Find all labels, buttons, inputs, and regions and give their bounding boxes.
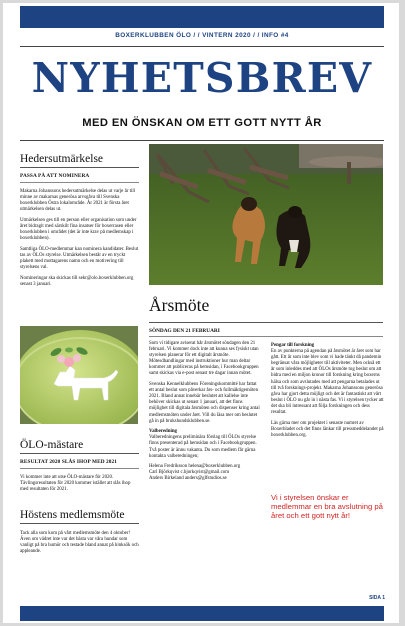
hostens-section bbox=[20, 509, 139, 560]
section-body bbox=[20, 189, 139, 288]
top-banner-bar bbox=[20, 6, 384, 28]
arsmote-date: SÖNDAG DEN 21 FEBRUARI bbox=[149, 328, 220, 334]
arsmote-heading: Årsmöte bbox=[149, 295, 210, 315]
paragraph: En av punkterna på agendan på årsmötet är året som har gått. Ett år som inte blev som vi hade tänkt då pandemin begränsat våra möjligheter till aktiviteter. Men också ett år som inleddes med att ÖLOs årsmöte tog beslut om att bidra med en miljon kronor till forskning kring boxerns hälsa och som avslutades med att pengarna betalades ut till två forsknings-projekt. Makarna Johanssons generösa gåva har gjort detta möjligt och det är fantastiskt att vårt beslut i ÖLO nu går in i nästa fas. Vi i styrelsen tycker att det ska bli intressant att följa forskningen och dess resultat. bbox=[271, 349, 384, 416]
divider bbox=[149, 336, 383, 337]
paragraph: Svenska Kennelklubbens Föreningskommitté har fattat ett antal beslut som påverkar års- och fullmäktigemöten 2021. Bland annat innebär beslutet att kallelse inte behöver skickas ut senast 1 januari, att det finns möjlighet till digitala årsmöten och dispenser kring antal medlemsmöten under året. Vill du läsa mer om beslutet gå in på brukshundsklubben.se. bbox=[149, 382, 260, 424]
newsletter-page bbox=[3, 3, 399, 623]
paragraph: Samtliga ÖLO-medlemmar kan nominera kandidater. Beslut tas av ÖLOs styrelse. Utmärkelsen består av en tryckt plakett med mottagarens namn och en motivering till styrelsens val. bbox=[20, 246, 139, 271]
masthead-title: NYHETSBREV bbox=[31, 54, 373, 102]
paragraph: Makarna Johanssons hedersutmärkelse delas ut varje år till minne av makarnas generösa arvsgåva till Svenska boxerklubben Östra lokalområde. År 2021 är första året utmärkelsen delas ut. bbox=[20, 189, 136, 213]
divider bbox=[149, 322, 383, 323]
arsmote-column-1 bbox=[149, 341, 262, 487]
section-body bbox=[20, 531, 139, 555]
hedersutmarkelse-section bbox=[20, 153, 139, 292]
divider bbox=[20, 46, 384, 47]
paragraph: Som vi tidigare aviserat hår årsmötet söndagen den 21 februari. Vi kommer dock inte att kunna ses fysiskt utan styrelsen planerar för ett digitalt årsmöte. Mötesdhandlingar med instruktioner hur man deltar kommer att publiceras på hemsidan, i Facebookgruppen samt skickas via e-post senast tre dagar innan mötet. bbox=[149, 341, 259, 377]
paragraph: Nomineringar ska skickas till sekr@olo.boxerklubben.org senast 3 januari. bbox=[20, 275, 134, 287]
paragraph: Vi kommer inte att utse ÖLO-mästare för 2020. Tävlingsresultaten för 2020 kommer istället att slås ihop med resultaten för 2021. bbox=[20, 475, 131, 493]
divider bbox=[20, 140, 384, 141]
section-kicker: PASSA PÅ ATT NOMINERA bbox=[20, 173, 139, 183]
masthead-subtitle: MED EN ÖNSKAN OM ETT GOTT NYTT ÅR bbox=[82, 117, 322, 129]
cake-photo bbox=[20, 326, 138, 424]
issue-line: BOXERKLUBBEN ÖLO / / VINTERN 2020 / / INFO #4 bbox=[115, 32, 289, 39]
section-heading: ÖLO-mästare bbox=[20, 439, 139, 454]
arsmote-column-2 bbox=[271, 343, 384, 443]
contact-line: Carl Björkqvist c.bjorkqvist@gmail.com bbox=[149, 470, 230, 476]
page-number: SIDA 1 bbox=[369, 595, 385, 601]
paragraph: Tack alla som kom på vårt medlemsmöte den 4 oktober! Även om vädret inte var det bästa var våra hundar som vanligt på bra humör och testade bland annat på hinksök och appleande. bbox=[20, 531, 139, 555]
dogs-photo bbox=[149, 144, 383, 285]
paragraph: Valberedningens preliminära förslag till ÖLOs styrelse finns presenterad på hemsidan och i Facebookgruppen. Två poster är ännu vakanta. Du som medlem får gärna kontakta valberedningen; bbox=[149, 435, 257, 459]
contact-line: Anders Birkeland anders@glfstudios.se bbox=[149, 476, 227, 482]
section-kicker: RESULTAT 2020 SLÅS IHOP MED 2021 bbox=[20, 459, 139, 469]
paragraph: Läs gärna mer om projektet i senaste numret av Boxerbladet och det finns länkar till pressmeddelandet på boxerklubben.org. bbox=[271, 420, 384, 438]
section-heading: Hedersutmärkelse bbox=[20, 153, 139, 168]
paragraph: Utmärkelsen ges till en person eller organisation som under året bidragit med särskilt fina insatser för boxerrasen eller boxerklubben i området (det är inte krav på medlemskap i boxerklubben). bbox=[20, 217, 137, 242]
forskning-heading: Pengar till forskning bbox=[271, 343, 315, 348]
section-body bbox=[20, 475, 139, 493]
section-heading: Höstens medlemsmöte bbox=[20, 509, 139, 524]
contact-line: Helena Fredriksson helena@boxerklubben.org bbox=[149, 464, 241, 470]
bottom-banner-bar bbox=[20, 606, 384, 621]
new-year-greeting: Vi i styrelsen önskar er medlemmar en bra avslutning på året och ett gott nytt år! bbox=[271, 493, 383, 521]
olo-mastare-section bbox=[20, 439, 139, 498]
valberedning-heading: Valberedning bbox=[149, 429, 177, 435]
